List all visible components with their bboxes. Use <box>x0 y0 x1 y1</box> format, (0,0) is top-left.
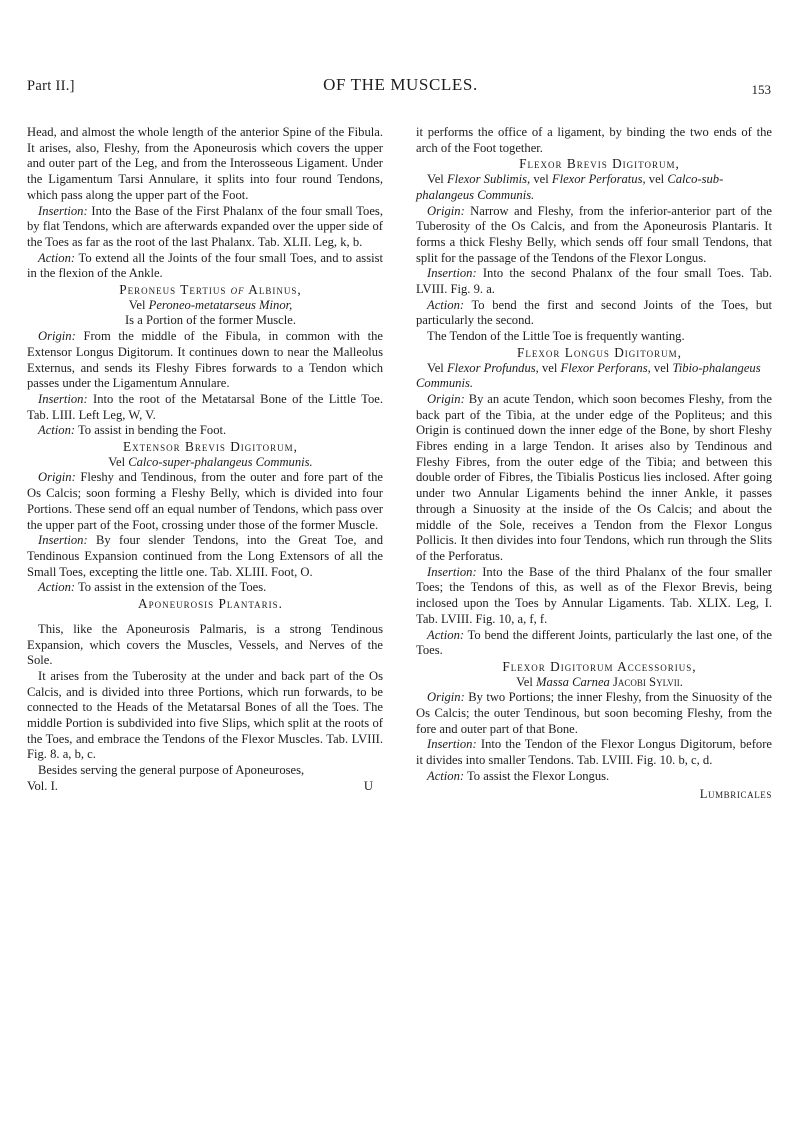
section-synonym: Vel Peroneo-metatarseus Minor, <box>128 297 293 312</box>
section-heading: Flexor Longus Digitorum, <box>517 344 682 360</box>
action-paragraph: Action: To assist in the extension of the Toes. <box>38 580 267 595</box>
origin-paragraph: Origin: Fleshy and Tendinous, from the outer and fore part of the Os Calcis; soon forming a Fleshy Belly, which is divided into four Portions. These send off an equal number of Tendons, which pass over the upper part of the Foot, crossing under those of the former Muscle. <box>27 470 383 532</box>
paragraph: Head, and almost the whole length of the anterior Spine of the Fibula. It arises, also, Fleshy, from the Aponeurosis which covers the upper and outer part of the Leg, and from the Interosseous Ligament. Under the Ligamentum Tarsi Annulare, it splits into four round Tendons, which pass along the upper part of the Foot. <box>27 125 383 202</box>
action-paragraph: Action: To assist the Flexor Longus. <box>427 768 610 783</box>
section-synonym: Vel Massa Carnea Jacobi Sylvii. <box>516 674 683 689</box>
section-synonym: Vel Flexor Sublimis, vel Flexor Perforatus, vel Calco-sub-phalangeus Communis. <box>416 172 724 202</box>
paragraph: Besides serving the general purpose of Aponeuroses, <box>38 763 305 778</box>
section-synonym: Vel Calco-super-phalangeus Communis. <box>108 454 313 469</box>
insertion-paragraph: Insertion: By four slender Tendons, into the Great Toe, and Tendinous Expansion continued from the Long Extensors of all the Small Toes, excepting the little one. Tab. XLIII. Foot, O. <box>27 533 383 579</box>
origin-paragraph: Origin: From the middle of the Fibula, in common with the Extensor Longus Digitorum. It continues down to near the Malleolus Externus, and sends its Fleshy Fibres forwards to a Tendon which passes under the Ligamentum Annulare. <box>27 329 383 391</box>
right-column <box>416 125 772 802</box>
origin-paragraph: Origin: Narrow and Fleshy, from the inferior-anterior part of the Tuberosity of the Os Calcis, and from the Aponeurosis Plantaris. It forms a thick Fleshy Belly, which sends off four small Tendons, that split for the passage of the Tendons of the Flexor Longus. <box>416 203 772 265</box>
paragraph: it performs the office of a ligament, by binding the two ends of the arch of the Foot together. <box>416 125 772 155</box>
part-label: Part II.] <box>27 78 75 94</box>
catchword: Lumbricales <box>699 786 772 801</box>
action-paragraph: Action: To assist in bending the Foot. <box>38 423 227 438</box>
left-column <box>27 125 383 795</box>
page-number: 153 <box>751 82 771 97</box>
running-header <box>0 72 801 102</box>
running-title: OF THE MUSCLES. <box>323 75 478 94</box>
insertion-paragraph: Insertion: Into the Base of the First Phalanx of the four small Toes, by flat Tendons, which are afterwards expanded over the upper side of the Toes as far as the root of the last Phalanx. Tab. XLII. Leg, k, b. <box>27 203 383 249</box>
action-paragraph: Action: To extend all the Joints of the four small Toes, and to assist in the flexion of the Ankle. <box>27 250 383 281</box>
section-subtitle: Is a Portion of the former Muscle. <box>124 313 297 328</box>
section-heading: Flexor Brevis Digitorum, <box>519 156 680 172</box>
origin-paragraph: Origin: By two Portions; the inner Fleshy, from the Sinuosity of the Os Calcis; the outer Tendinous, but soon becoming Fleshy, from the fore and outer part of that Bone. <box>416 690 772 736</box>
section-heading: Peroneus Tertius of Albinus, <box>119 282 302 298</box>
action-paragraph: Action: To bend the first and second Joints of the Toes, but particularly the second. <box>416 297 772 328</box>
insertion-paragraph: Insertion: Into the second Phalanx of the four small Toes. Tab. LVIII. Fig. 9. a. <box>416 266 772 297</box>
section-heading: Flexor Digitorum Accessorius, <box>502 658 697 674</box>
section-heading: Extensor Brevis Digitorum, <box>123 439 298 455</box>
section-synonym: Vel Flexor Profundus, vel Flexor Perforans, vel Tibio-phalangeus Communis. <box>416 360 761 391</box>
insertion-label: Insertion: <box>38 203 88 218</box>
footer-line <box>27 779 383 795</box>
volume-label: Vol. I. <box>27 778 58 793</box>
origin-paragraph: Origin: By an acute Tendon, which soon becomes Fleshy, from the back part of the Tibia, at the under edge of the Popliteus; and this Origin is continued down the inner edge of the Bone, by short Fleshy Fibres ending in a large Tendon. It arises also by Tendinous and Fleshy Fibres, from the outer edge of the Tibia; and between this double order of Fibres, the Tibialis Posticus lies inclosed. After going under two Annular Ligaments behind the inner Ankle, it passes through a Sinuosity at the inside of the Os Calcis; and about the middle of the Sole, receives a Tendon from the Flexor Longus Pollicis. It then divides into four Tendons, which run through the Slits of the Perforatus. <box>416 391 772 563</box>
insertion-paragraph: Insertion: Into the Base of the third Phalanx of the four smaller Toes; the Tendons of this, as well as of the Flexor Brevis, being inclosed upon the Toes by Annular Ligaments. Tab. XLIX. Leg, I. Tab. LVIII. Fig. 10, a, f, f. <box>416 564 772 626</box>
paragraph: This, like the Aponeurosis Palmaris, is a strong Tendinous Expansion, which covers the Muscles, Vessels, and Nerves of the Sole. <box>27 621 383 668</box>
action-paragraph: Action: To bend the different Joints, particularly the last one, of the Toes. <box>416 627 772 658</box>
insertion-paragraph: Insertion: Into the Tendon of the Flexor Longus Digitorum, before it divides into smaller Tendons. Tab. LVIII. Fig. 10. b, c, d. <box>416 737 772 768</box>
paragraph: It arises from the Tuberosity at the under and back part of the Os Calcis, and is divided into three Portions, which run forwards, to be connected to the Heads of the Metatarsal Bones of all the Toes. The middle Portion is subdivided into five Slips, which split at the roots of the Toes, and embrace the Tendons of the Flexor Muscles. Tab. LVIII. Fig. 8. a, b, c. <box>27 668 383 762</box>
section-heading: Aponeurosis Plantaris. <box>138 596 283 612</box>
action-label: Action: <box>38 250 76 265</box>
insertion-paragraph: Insertion: Into the root of the Metatarsal Bone of the Little Toe. Tab. LIII. Left Leg, W, V. <box>27 391 383 422</box>
note-paragraph: The Tendon of the Little Toe is frequently wanting. <box>427 329 685 344</box>
signature-mark: U <box>363 778 373 793</box>
